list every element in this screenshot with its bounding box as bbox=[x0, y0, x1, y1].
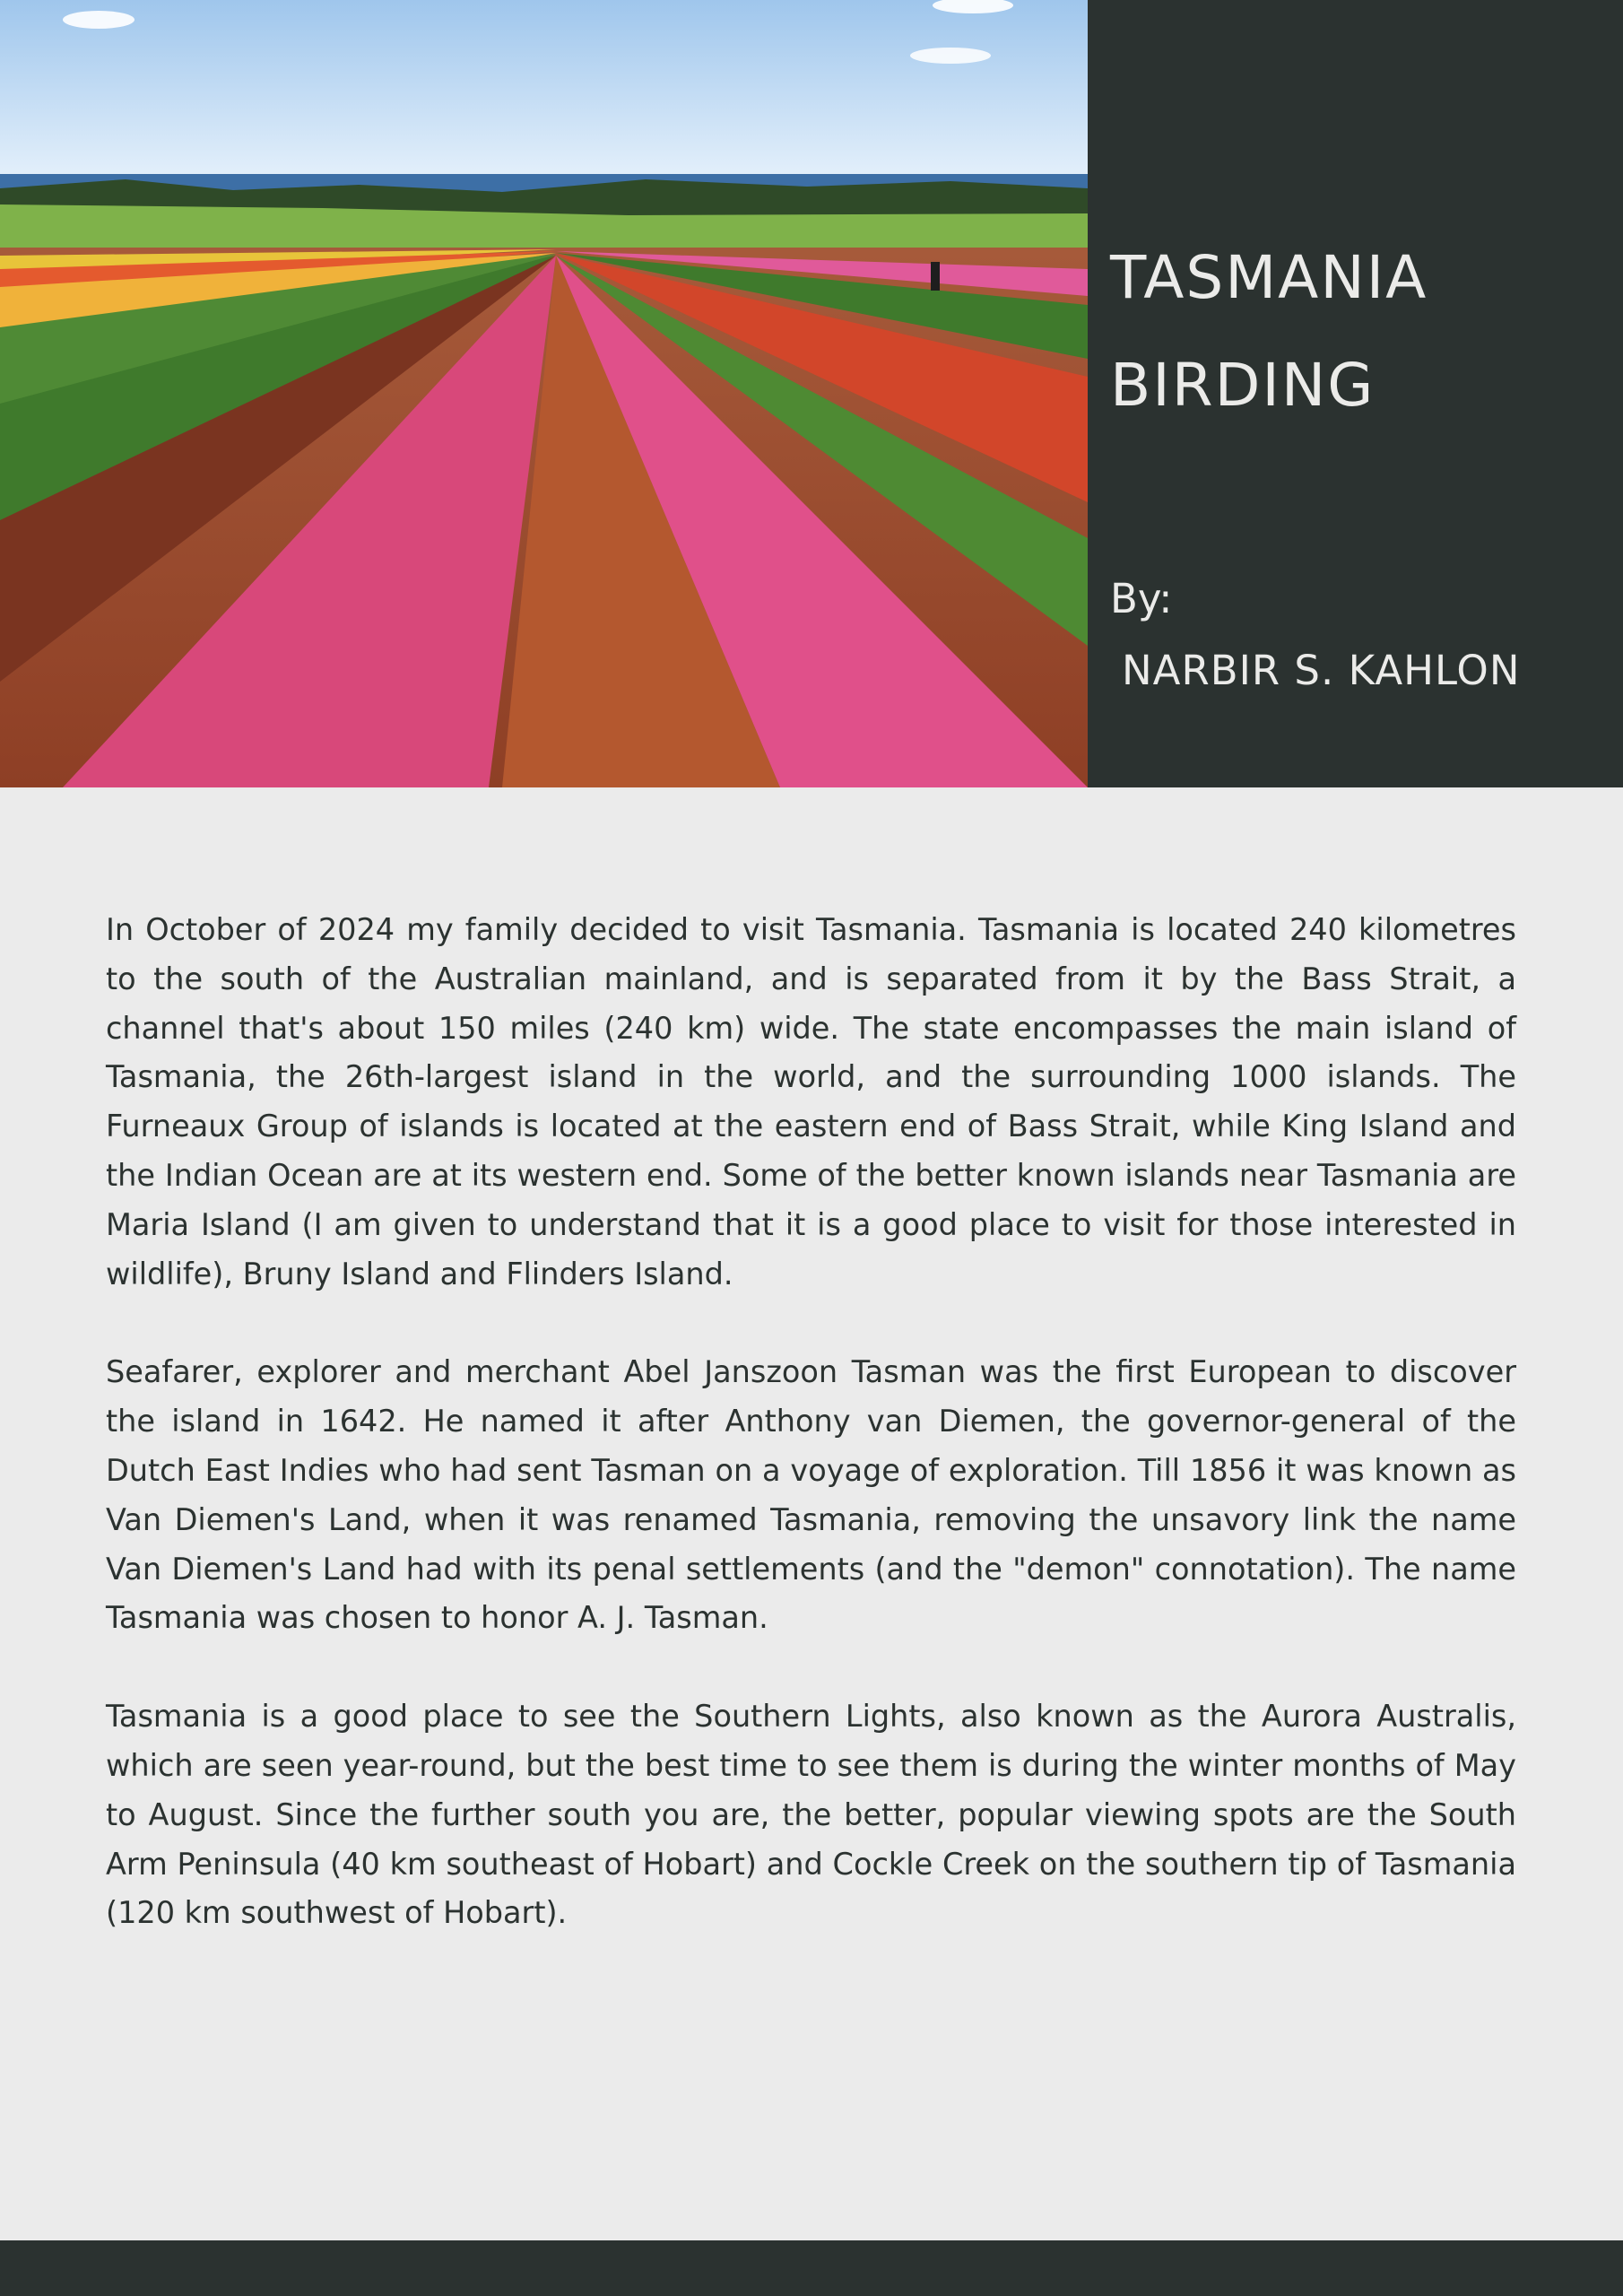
title-line-2: BIRDING bbox=[1110, 351, 1376, 420]
page-title bbox=[1110, 224, 1612, 439]
author-name: NARBIR S. KAHLON bbox=[1122, 647, 1521, 694]
paragraph: Tasmania is a good place to see the Southern Lights, also known as the Aurora Australis, which are seen year-round, but the best time to see them is during the winter months of May to August. Since the further south you are, the better, popular viewing spots are the South Arm Peninsula (40 km southeast of Hobart) and Cockle Creek on the southern tip of Tasmania (120 km southwest of Hobart). bbox=[106, 1699, 1516, 1931]
paragraph: Seafarer, explorer and merchant Abel Janszoon Tasman was the first European to discover the island in 1642. He named it after Anthony van Diemen, the governor-general of the Dutch East Indies who had sent Tasman on a voyage of exploration. Till 1856 it was known as Van Diemen's Land, when it was renamed Tasmania, removing the unsavory link the name Van Diemen's Land had with its penal settlements (and the "demon" connotation). The name Tasmania was chosen to honor A. J. Tasman. bbox=[106, 1354, 1516, 1636]
paragraph: In October of 2024 my family decided to visit Tasmania. Tasmania is located 240 kilometres to the south of the Australian mainland, and is separated from it by the Bass Strait, a channel that's about 150 miles (240 km) wide. The state encompasses the main island of Tasmania, the 26th-largest island in the world, and the surrounding 1000 islands. The Furneaux Group of islands is located at the eastern end of Bass Strait, while King Island and the Indian Ocean are at its western end. Some of the better known islands near Tasmania are Maria Island (I am given to understand that it is a good place to visit for those interested in wildlife), Bruny Island and Flinders Island. bbox=[106, 912, 1516, 1292]
byline-label: By: bbox=[1110, 575, 1173, 622]
hero-banner bbox=[0, 0, 1623, 787]
title-panel bbox=[1088, 0, 1623, 787]
footer-bar bbox=[0, 2240, 1623, 2296]
article-body bbox=[106, 906, 1516, 1987]
tulip-field-photo bbox=[0, 0, 1088, 787]
title-line-1: TASMANIA bbox=[1110, 243, 1428, 312]
